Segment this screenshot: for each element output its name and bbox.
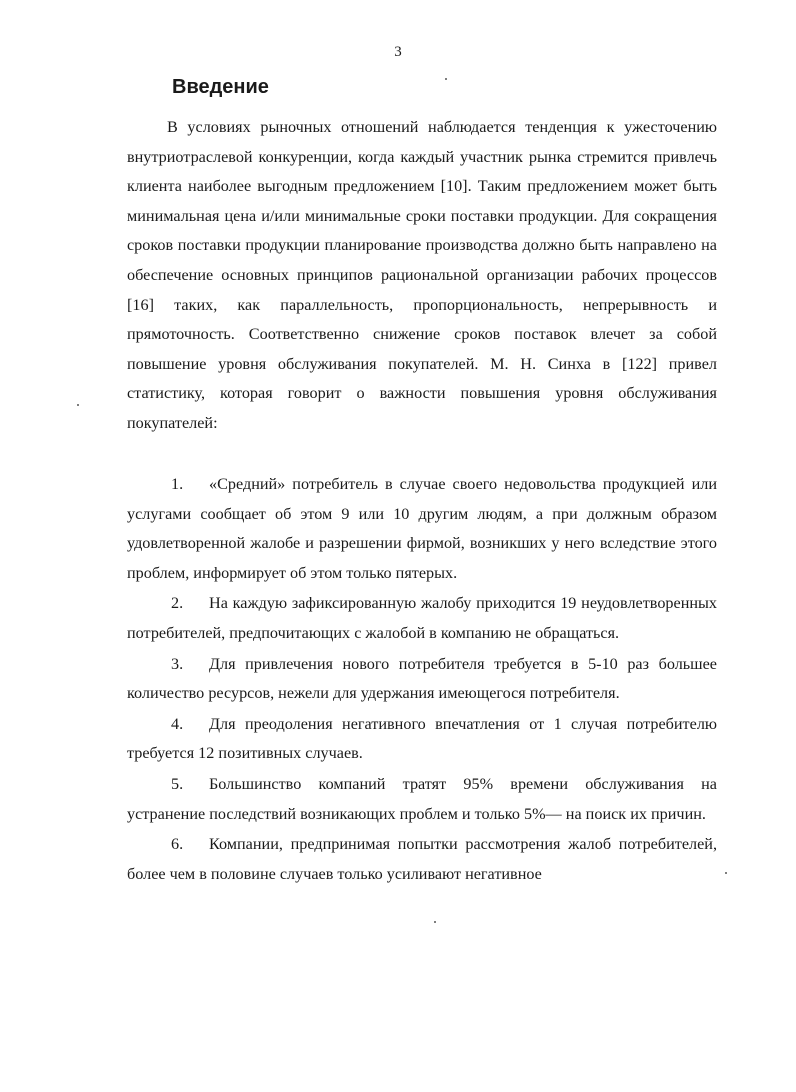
intro-block xyxy=(127,113,717,439)
list-item xyxy=(127,710,717,769)
list-item-text: «Средний» потребитель в случае своего недовольства продукцией или услугами сообщает об этом 9 или 10 другим людям, а при должным образом удовлетворенной жалобе и разрешении фирмой, возникших у него вследствие этого проблем, информирует об этом только пятерых. xyxy=(127,475,717,582)
list-item-number: 3. xyxy=(171,654,184,673)
page-number: 3 xyxy=(394,44,402,60)
list-item xyxy=(127,470,717,588)
list-item-text: Компании, предпринимая попытки рассмотрения жалоб потребителей, более чем в половине случаев только усиливают негативное xyxy=(127,835,717,883)
list-item-number: 6. xyxy=(171,835,184,854)
scan-speck xyxy=(434,921,436,923)
list-item xyxy=(127,770,717,829)
list-item-number: 5. xyxy=(171,774,184,793)
list-item-text: На каждую зафиксированную жалобу приходится 19 неудовлетворенных потребителей, предпочитающих с жалобой в компанию не обращаться. xyxy=(127,594,717,642)
list-item-text: Большинство компаний тратят 95% времени обслуживания на устранение последствий возникающих проблем и только 5%— на поиск их причин. xyxy=(127,774,717,823)
list-item xyxy=(127,830,717,889)
list-item-number: 4. xyxy=(171,714,184,733)
list-item-text: Для преодоления негативного впечатления от 1 случая потребителю требуется 12 позитивных случаев. xyxy=(127,714,717,763)
scan-speck xyxy=(77,404,79,406)
statistics-list xyxy=(127,470,717,889)
list-item-text: Для привлечения нового потребителя требуется в 5-10 раз большее количество ресурсов, нежели для удержания имеющегося потребителя. xyxy=(127,654,717,703)
intro-paragraph: В условиях рыночных отношений наблюдается тенденция к ужесточению внутриотраслевой конкуренции, когда каждый участник рынка стремится привлечь клиента наиболее выгодным предложением [10]. Таким предложением может быть минимальная цена и/или минимальные сроки поставки продукции. Для сокращения сроков поставки продукции планирование производства должно быть направлено на обеспечение основных принципов рациональной организации рабочих процессов [16] таких, как параллельность, пропорциональность, непрерывность и прямоточность. Соответственно снижение сроков поставок влечет за собой повышение уровня обслуживания покупателей. М. Н. Синха в [122] привел статистику, которая говорит о важности повышения уровня обслуживания покупателей: xyxy=(127,118,717,432)
list-item xyxy=(127,650,717,709)
list-item xyxy=(127,589,717,648)
section-heading: Введение xyxy=(172,76,269,98)
list-item-number: 2. xyxy=(171,594,184,613)
scan-speck xyxy=(725,872,727,874)
scan-speck xyxy=(445,78,447,80)
list-item-number: 1. xyxy=(171,475,184,493)
